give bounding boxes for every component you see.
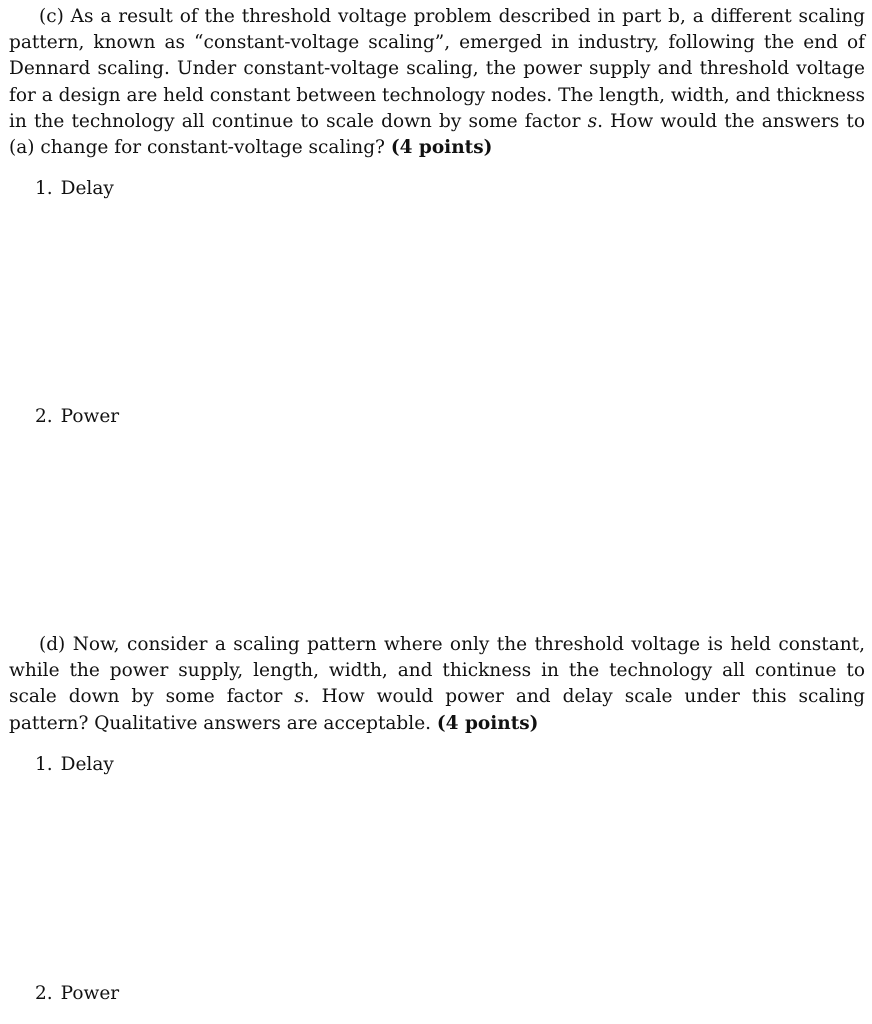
question-c-points: (4 points) bbox=[390, 137, 493, 159]
question-d-label: (d) bbox=[39, 634, 66, 655]
item-label: Power bbox=[60, 983, 120, 1004]
question-d-variable: s bbox=[294, 686, 304, 708]
question-d-points: (4 points) bbox=[436, 712, 539, 734]
item-number: 1. bbox=[35, 754, 53, 775]
item-label: Delay bbox=[60, 178, 114, 199]
question-c-body-2: . How would the answers to (a) change for constant-voltage scaling? bbox=[9, 110, 866, 159]
item-label: Delay bbox=[60, 754, 114, 775]
question-c-item-power bbox=[35, 405, 119, 429]
question-d-item-delay bbox=[35, 753, 114, 777]
item-number: 2. bbox=[35, 983, 53, 1004]
question-d-body-1: Now, consider a scaling pattern where only the threshold voltage is held constant, while the power supply, length, width, and thickness in the technology all continue to scale down by some factor bbox=[9, 634, 865, 708]
question-c-item-delay bbox=[35, 177, 114, 201]
item-number: 1. bbox=[35, 178, 53, 199]
question-d-item-power bbox=[35, 982, 119, 1006]
question-c-body-1: As a result of the threshold voltage problem described in part b, a different scaling pattern, known as “constant-voltage scaling”, emerged in industry, following the end of Dennard scaling. Under constant-voltage scaling, the power supply and threshold voltage for a design are held constant between technology nodes. The length, width, and thickness in the technology all continue to scale down by some factor bbox=[9, 6, 865, 132]
question-c-variable: s bbox=[587, 110, 598, 132]
item-label: Power bbox=[60, 406, 120, 427]
question-c-text bbox=[9, 4, 865, 161]
question-d-body-2: . How would power and delay scale under this scaling pattern? Qualitative answers are acceptable. bbox=[9, 686, 866, 734]
item-number: 2. bbox=[35, 406, 53, 427]
question-c-label: (c) bbox=[39, 6, 64, 27]
question-d-text bbox=[9, 632, 865, 737]
